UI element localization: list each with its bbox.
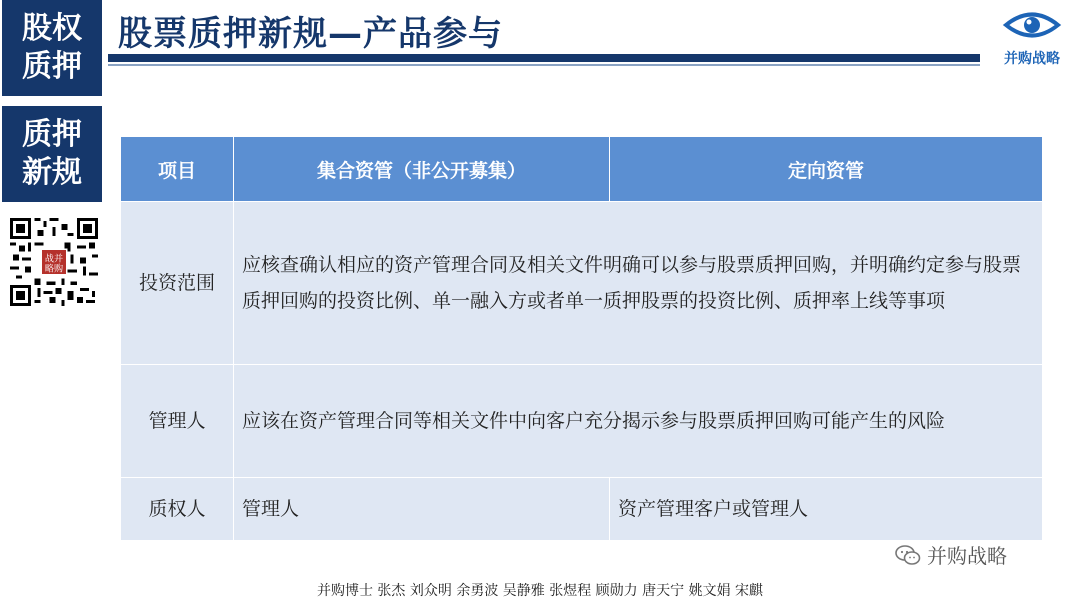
page-title: 股票质押新规—产品参与 xyxy=(118,14,503,54)
table-row xyxy=(121,365,1043,478)
title-underline xyxy=(108,54,980,62)
footer-authors: 并购博士 张杰 刘众明 余勇波 吴静雅 张煜程 顾勋力 唐天宁 姚文娟 宋麒 xyxy=(316,583,764,599)
section-tag-new-rules xyxy=(2,106,102,202)
section-tag-line: 质押 xyxy=(22,117,82,152)
column-header-collective: 集合资管（非公开募集） xyxy=(234,137,610,202)
row-label: 质权人 xyxy=(121,478,234,541)
svg-text:略购: 略购 xyxy=(44,264,64,275)
section-tag-line: 新规 xyxy=(22,155,82,190)
column-header-directional: 定向资管 xyxy=(610,137,1043,202)
qr-code xyxy=(10,218,98,306)
svg-text:战并: 战并 xyxy=(44,254,64,265)
rules-table xyxy=(120,136,1043,541)
brand-name: 并购战略 xyxy=(1004,51,1060,67)
row-content: 应该在资产管理合同等相关文件中向客户充分揭示参与股票质押回购可能产生的风险 xyxy=(234,365,1043,478)
wechat-icon xyxy=(895,544,921,566)
row-label: 投资范围 xyxy=(121,202,234,365)
section-tag-line: 质押 xyxy=(22,49,82,84)
watermark-text: 并购战略 xyxy=(927,544,1007,568)
table-row xyxy=(121,478,1043,541)
eye-icon xyxy=(1002,8,1062,42)
brand-logo xyxy=(994,8,1070,68)
row-label: 管理人 xyxy=(121,365,234,478)
table-header-row xyxy=(121,137,1043,202)
row-content: 应核查确认相应的资产管理合同及相关文件明确可以参与股票质押回购，并明确约定参与股票质押回购的投资比例、单一融入方或者单一质押股票的投资比例、质押率上线等事项 xyxy=(234,202,1043,365)
title-underline-thin xyxy=(108,64,980,66)
section-tag-equity-pledge xyxy=(2,0,102,96)
section-tag-line: 股权 xyxy=(22,11,82,46)
row-cell-directional: 资产管理客户或管理人 xyxy=(610,478,1043,541)
column-header-item: 项目 xyxy=(121,137,234,202)
row-cell-collective: 管理人 xyxy=(234,478,610,541)
wechat-watermark xyxy=(895,540,1007,569)
table-row xyxy=(121,202,1043,365)
